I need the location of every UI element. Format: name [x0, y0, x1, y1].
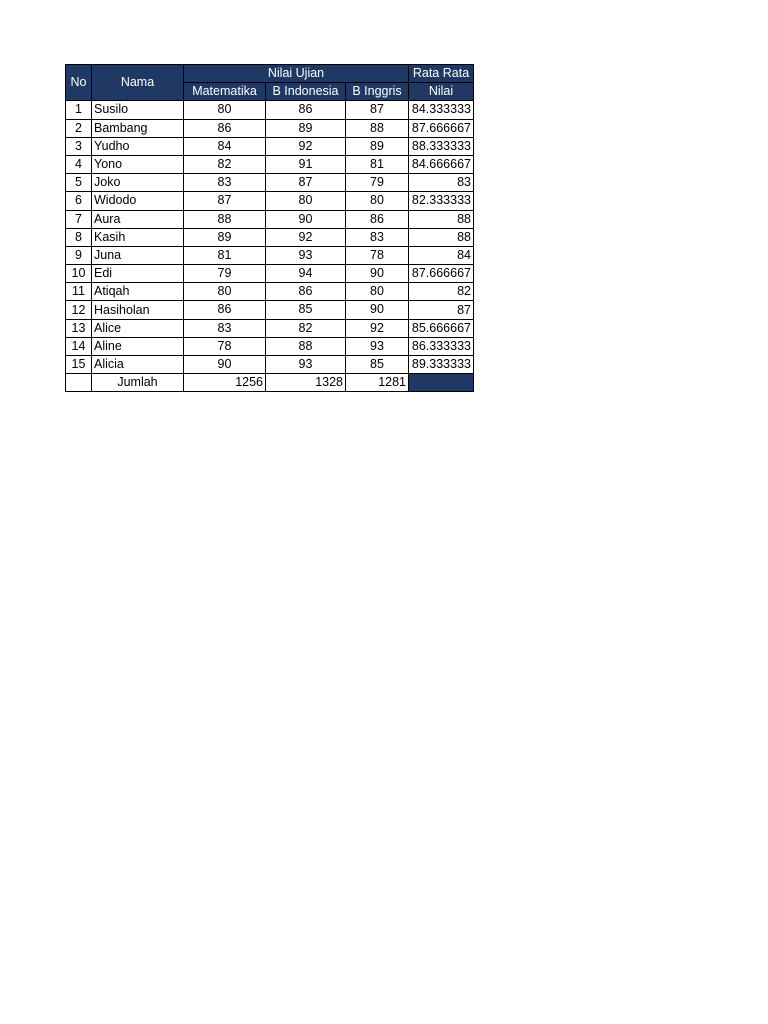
table-row	[66, 283, 474, 301]
cell-rata-rata[interactable]: 86.333333	[409, 337, 474, 355]
table-row	[66, 246, 474, 264]
cell-nama[interactable]: Juna	[92, 246, 184, 264]
cell-rata-rata[interactable]: 83	[409, 174, 474, 192]
cell-no[interactable]: 8	[66, 228, 92, 246]
cell-b-indonesia[interactable]: 90	[266, 210, 346, 228]
table-row	[66, 265, 474, 283]
cell-b-inggris[interactable]: 90	[346, 265, 409, 283]
cell-b-inggris[interactable]: 85	[346, 356, 409, 374]
cell-b-inggris[interactable]: 80	[346, 192, 409, 210]
cell-b-inggris[interactable]: 80	[346, 283, 409, 301]
cell-rata-rata[interactable]: 84	[409, 246, 474, 264]
header-nilai[interactable]: Nilai	[409, 83, 474, 101]
header-b-inggris[interactable]: B Inggris	[346, 83, 409, 101]
table-row	[66, 301, 474, 319]
cell-matematika[interactable]: 86	[184, 301, 266, 319]
cell-matematika[interactable]: 79	[184, 265, 266, 283]
footer-b-inggris-total[interactable]: 1281	[346, 374, 409, 392]
cell-b-indonesia[interactable]: 86	[266, 283, 346, 301]
cell-b-indonesia[interactable]: 86	[266, 101, 346, 119]
cell-matematika[interactable]: 89	[184, 228, 266, 246]
cell-matematika[interactable]: 86	[184, 119, 266, 137]
cell-matematika[interactable]: 80	[184, 283, 266, 301]
table-row	[66, 192, 474, 210]
cell-matematika[interactable]: 83	[184, 319, 266, 337]
header-row-1	[66, 65, 474, 83]
cell-matematika[interactable]: 82	[184, 155, 266, 173]
cell-matematika[interactable]: 88	[184, 210, 266, 228]
cell-rata-rata[interactable]: 84.333333	[409, 101, 474, 119]
cell-b-inggris[interactable]: 86	[346, 210, 409, 228]
footer-matematika-total[interactable]: 1256	[184, 374, 266, 392]
footer-row	[66, 374, 474, 392]
cell-rata-rata[interactable]: 85.666667	[409, 319, 474, 337]
table-row	[66, 137, 474, 155]
header-nama[interactable]: Nama	[92, 65, 184, 101]
table-row	[66, 174, 474, 192]
cell-no[interactable]: 13	[66, 319, 92, 337]
cell-nama[interactable]: Aline	[92, 337, 184, 355]
footer-jumlah-label[interactable]: Jumlah	[92, 374, 184, 392]
table-row	[66, 101, 474, 119]
cell-no[interactable]: 1	[66, 101, 92, 119]
cell-rata-rata[interactable]: 82.333333	[409, 192, 474, 210]
cell-nama[interactable]: Widodo	[92, 192, 184, 210]
cell-matematika[interactable]: 87	[184, 192, 266, 210]
cell-no[interactable]: 14	[66, 337, 92, 355]
cell-nama[interactable]: Yudho	[92, 137, 184, 155]
cell-matematika[interactable]: 80	[184, 101, 266, 119]
cell-b-indonesia[interactable]: 92	[266, 137, 346, 155]
cell-nama[interactable]: Edi	[92, 265, 184, 283]
cell-b-indonesia[interactable]: 92	[266, 228, 346, 246]
cell-no[interactable]: 2	[66, 119, 92, 137]
cell-no[interactable]: 4	[66, 155, 92, 173]
table-footer	[66, 374, 474, 392]
cell-b-indonesia[interactable]: 87	[266, 174, 346, 192]
cell-b-inggris[interactable]: 81	[346, 155, 409, 173]
cell-nama[interactable]: Kasih	[92, 228, 184, 246]
table-row	[66, 337, 474, 355]
cell-no[interactable]: 7	[66, 210, 92, 228]
table-header	[66, 65, 474, 101]
cell-b-inggris[interactable]: 83	[346, 228, 409, 246]
cell-rata-rata[interactable]: 82	[409, 283, 474, 301]
cell-nama[interactable]: Joko	[92, 174, 184, 192]
cell-b-indonesia[interactable]: 88	[266, 337, 346, 355]
cell-rata-rata[interactable]: 87.666667	[409, 119, 474, 137]
table-body	[66, 101, 474, 374]
cell-no[interactable]: 10	[66, 265, 92, 283]
cell-matematika[interactable]: 81	[184, 246, 266, 264]
cell-no[interactable]: 11	[66, 283, 92, 301]
table-row	[66, 155, 474, 173]
cell-nama[interactable]: Atiqah	[92, 283, 184, 301]
cell-b-indonesia[interactable]: 93	[266, 246, 346, 264]
cell-b-inggris[interactable]: 89	[346, 137, 409, 155]
cell-rata-rata[interactable]: 87.666667	[409, 265, 474, 283]
cell-nama[interactable]: Aura	[92, 210, 184, 228]
table-row	[66, 210, 474, 228]
header-no[interactable]: No	[66, 65, 92, 101]
cell-no[interactable]: 6	[66, 192, 92, 210]
cell-b-inggris[interactable]: 78	[346, 246, 409, 264]
cell-rata-rata[interactable]: 88.333333	[409, 137, 474, 155]
footer-filled-cell[interactable]	[409, 374, 474, 392]
footer-empty-cell[interactable]	[66, 374, 92, 392]
cell-nama[interactable]: Alicia	[92, 356, 184, 374]
score-table	[65, 64, 474, 392]
table-row	[66, 119, 474, 137]
table-row	[66, 228, 474, 246]
cell-nama[interactable]: Susilo	[92, 101, 184, 119]
cell-b-indonesia[interactable]: 85	[266, 301, 346, 319]
cell-b-indonesia[interactable]: 93	[266, 356, 346, 374]
cell-nama[interactable]: Yono	[92, 155, 184, 173]
cell-matematika[interactable]: 90	[184, 356, 266, 374]
cell-b-indonesia[interactable]: 91	[266, 155, 346, 173]
cell-no[interactable]: 9	[66, 246, 92, 264]
cell-nama[interactable]: Alice	[92, 319, 184, 337]
cell-no[interactable]: 15	[66, 356, 92, 374]
cell-rata-rata[interactable]: 88	[409, 210, 474, 228]
cell-no[interactable]: 12	[66, 301, 92, 319]
cell-matematika[interactable]: 84	[184, 137, 266, 155]
cell-nama[interactable]: Hasiholan	[92, 301, 184, 319]
footer-b-indonesia-total[interactable]: 1328	[266, 374, 346, 392]
table-row	[66, 356, 474, 374]
cell-b-indonesia[interactable]: 82	[266, 319, 346, 337]
cell-b-inggris[interactable]: 87	[346, 101, 409, 119]
cell-b-inggris[interactable]: 93	[346, 337, 409, 355]
header-matematika[interactable]: Matematika	[184, 83, 266, 101]
header-rata-rata[interactable]: Rata Rata	[409, 65, 474, 83]
cell-no[interactable]: 5	[66, 174, 92, 192]
cell-b-inggris[interactable]: 79	[346, 174, 409, 192]
cell-matematika[interactable]: 78	[184, 337, 266, 355]
table-row	[66, 319, 474, 337]
cell-b-inggris[interactable]: 90	[346, 301, 409, 319]
cell-b-inggris[interactable]: 92	[346, 319, 409, 337]
cell-rata-rata[interactable]: 84.666667	[409, 155, 474, 173]
cell-nama[interactable]: Bambang	[92, 119, 184, 137]
cell-rata-rata[interactable]: 89.333333	[409, 356, 474, 374]
cell-b-inggris[interactable]: 88	[346, 119, 409, 137]
cell-matematika[interactable]: 83	[184, 174, 266, 192]
header-nilai-ujian[interactable]: Nilai Ujian	[184, 65, 409, 83]
cell-b-indonesia[interactable]: 94	[266, 265, 346, 283]
cell-no[interactable]: 3	[66, 137, 92, 155]
cell-rata-rata[interactable]: 87	[409, 301, 474, 319]
cell-rata-rata[interactable]: 88	[409, 228, 474, 246]
cell-b-indonesia[interactable]: 89	[266, 119, 346, 137]
cell-b-indonesia[interactable]: 80	[266, 192, 346, 210]
header-b-indonesia[interactable]: B Indonesia	[266, 83, 346, 101]
